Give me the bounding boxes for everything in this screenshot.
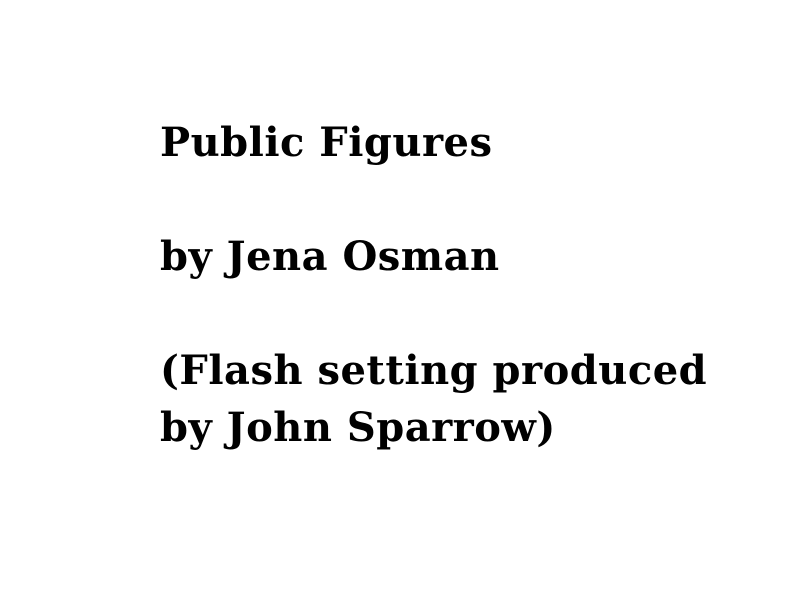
credit-line-1: (Flash setting produced xyxy=(160,347,708,394)
spacer xyxy=(160,171,760,228)
spacer xyxy=(160,285,760,342)
title-block xyxy=(160,114,760,456)
author-line: by Jena Osman xyxy=(160,233,500,280)
work-title: Public Figures xyxy=(160,119,493,166)
credit-line-2: by John Sparrow) xyxy=(160,404,556,451)
